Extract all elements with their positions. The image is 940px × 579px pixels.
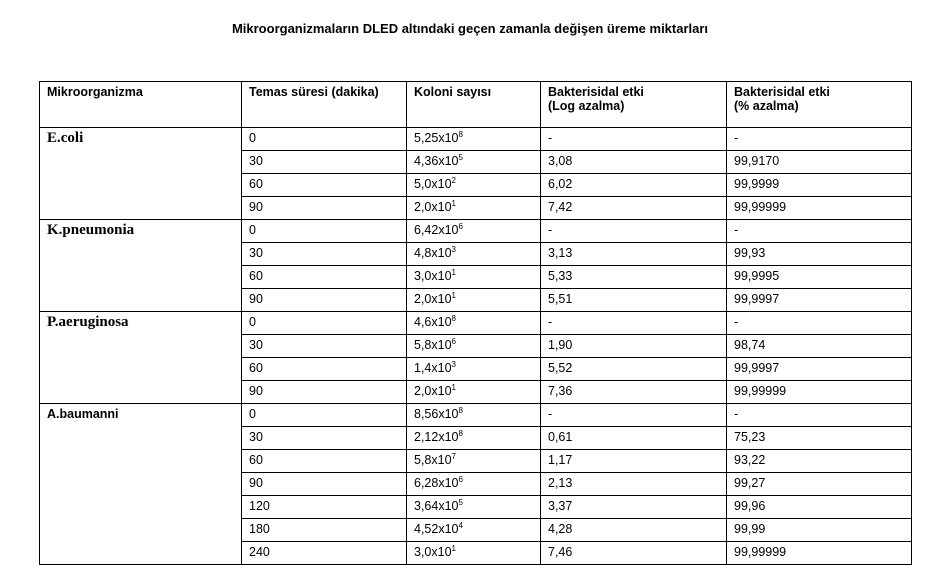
log-reduction-cell: 3,13: [541, 243, 727, 266]
colony-base: 4,36x10: [414, 154, 459, 168]
contact-time-cell: 30: [242, 427, 407, 450]
log-reduction-cell: -: [541, 220, 727, 243]
colony-base: 6,42x10: [414, 223, 459, 237]
colony-count-cell: [407, 312, 541, 335]
colony-count-cell: [407, 404, 541, 427]
contact-time-cell: 240: [242, 542, 407, 565]
header-log-line2: (Log azalma): [548, 99, 625, 113]
colony-exponent: 8: [458, 130, 463, 139]
colony-count-cell: [407, 220, 541, 243]
contact-time-cell: 120: [242, 496, 407, 519]
colony-exponent: 1: [451, 291, 456, 300]
header-organism-label: Mikroorganizma: [47, 85, 143, 99]
header-log-reduction: [541, 82, 727, 128]
colony-exponent: 1: [451, 199, 456, 208]
colony-count-cell: [407, 335, 541, 358]
colony-base: 2,0x10: [414, 292, 452, 306]
colony-base: 5,25x10: [414, 131, 459, 145]
log-reduction-cell: 5,52: [541, 358, 727, 381]
log-reduction-cell: 5,51: [541, 289, 727, 312]
colony-exponent: 5: [458, 153, 463, 162]
contact-time-cell: 0: [242, 404, 407, 427]
organism-name: A.baumanni: [40, 404, 242, 565]
colony-count-cell: [407, 519, 541, 542]
colony-base: 8,56x10: [414, 407, 459, 421]
colony-count-cell: [407, 496, 541, 519]
colony-count-cell: [407, 174, 541, 197]
colony-exponent: 4: [458, 521, 463, 530]
colony-count-cell: [407, 358, 541, 381]
colony-base: 3,0x10: [414, 545, 452, 559]
percent-reduction-cell: 99,99999: [727, 381, 912, 404]
header-pct-line1: Bakterisidal etki: [734, 85, 830, 99]
percent-reduction-cell: 99,9997: [727, 358, 912, 381]
percent-reduction-cell: 99,99999: [727, 542, 912, 565]
colony-count-cell: [407, 289, 541, 312]
percent-reduction-cell: -: [727, 404, 912, 427]
header-colony-label: Koloni sayısı: [414, 85, 492, 99]
colony-count-cell: [407, 151, 541, 174]
colony-base: 3,64x10: [414, 499, 459, 513]
table-header-row: [40, 82, 912, 128]
colony-exponent: 2: [451, 176, 456, 185]
log-reduction-cell: 7,46: [541, 542, 727, 565]
contact-time-cell: 0: [242, 220, 407, 243]
percent-reduction-cell: 99,9999: [727, 174, 912, 197]
colony-base: 4,52x10: [414, 522, 459, 536]
document-title: Mikroorganizmaların DLED altındaki geçen zamanla değişen üreme miktarları: [231, 21, 709, 36]
colony-base: 2,0x10: [414, 384, 452, 398]
colony-exponent: 7: [451, 452, 456, 461]
organism-name: P.aeruginosa: [40, 312, 242, 404]
contact-time-cell: 60: [242, 450, 407, 473]
log-reduction-cell: 3,37: [541, 496, 727, 519]
colony-exponent: 8: [458, 429, 463, 438]
contact-time-cell: 90: [242, 473, 407, 496]
percent-reduction-cell: 99,93: [727, 243, 912, 266]
contact-time-cell: 180: [242, 519, 407, 542]
colony-base: 5,8x10: [414, 338, 452, 352]
percent-reduction-cell: -: [727, 220, 912, 243]
table-body: [40, 128, 912, 565]
contact-time-cell: 0: [242, 312, 407, 335]
contact-time-cell: 30: [242, 335, 407, 358]
table-row: [40, 312, 912, 335]
percent-reduction-cell: 99,9995: [727, 266, 912, 289]
organism-name: K.pneumonia: [40, 220, 242, 312]
log-reduction-cell: 7,42: [541, 197, 727, 220]
growth-table: [39, 81, 912, 565]
colony-exponent: 3: [451, 245, 456, 254]
header-time-label: Temas süresi (dakika): [249, 85, 379, 99]
contact-time-cell: 90: [242, 381, 407, 404]
percent-reduction-cell: -: [727, 128, 912, 151]
header-colony: [407, 82, 541, 128]
colony-exponent: 6: [458, 475, 463, 484]
colony-base: 5,0x10: [414, 177, 452, 191]
log-reduction-cell: 2,13: [541, 473, 727, 496]
colony-count-cell: [407, 427, 541, 450]
colony-base: 1,4x10: [414, 361, 452, 375]
log-reduction-cell: 4,28: [541, 519, 727, 542]
colony-base: 6,28x10: [414, 476, 459, 490]
header-log-line1: Bakterisidal etki: [548, 85, 644, 99]
colony-count-cell: [407, 450, 541, 473]
percent-reduction-cell: 75,23: [727, 427, 912, 450]
contact-time-cell: 60: [242, 266, 407, 289]
log-reduction-cell: -: [541, 404, 727, 427]
colony-base: 4,8x10: [414, 246, 452, 260]
contact-time-cell: 30: [242, 243, 407, 266]
colony-base: 2,0x10: [414, 200, 452, 214]
colony-exponent: 1: [451, 544, 456, 553]
colony-base: 4,6x10: [414, 315, 452, 329]
contact-time-cell: 60: [242, 358, 407, 381]
log-reduction-cell: 0,61: [541, 427, 727, 450]
percent-reduction-cell: 99,9170: [727, 151, 912, 174]
log-reduction-cell: 7,36: [541, 381, 727, 404]
colony-exponent: 1: [451, 268, 456, 277]
colony-exponent: 8: [458, 406, 463, 415]
percent-reduction-cell: 93,22: [727, 450, 912, 473]
contact-time-cell: 90: [242, 197, 407, 220]
contact-time-cell: 90: [242, 289, 407, 312]
colony-count-cell: [407, 381, 541, 404]
contact-time-cell: 0: [242, 128, 407, 151]
colony-base: 5,8x10: [414, 453, 452, 467]
percent-reduction-cell: 98,74: [727, 335, 912, 358]
log-reduction-cell: 3,08: [541, 151, 727, 174]
colony-count-cell: [407, 542, 541, 565]
percent-reduction-cell: 99,96: [727, 496, 912, 519]
percent-reduction-cell: 99,99999: [727, 197, 912, 220]
log-reduction-cell: 5,33: [541, 266, 727, 289]
organism-name: E.coli: [40, 128, 242, 220]
table-row: [40, 404, 912, 427]
colony-exponent: 1: [451, 383, 456, 392]
colony-count-cell: [407, 266, 541, 289]
header-time: [242, 82, 407, 128]
table-row: [40, 128, 912, 151]
table-row: [40, 220, 912, 243]
colony-base: 3,0x10: [414, 269, 452, 283]
log-reduction-cell: 6,02: [541, 174, 727, 197]
contact-time-cell: 30: [242, 151, 407, 174]
log-reduction-cell: -: [541, 128, 727, 151]
log-reduction-cell: -: [541, 312, 727, 335]
colony-exponent: 6: [458, 222, 463, 231]
header-organism: [40, 82, 242, 128]
percent-reduction-cell: 99,9997: [727, 289, 912, 312]
colony-exponent: 5: [458, 498, 463, 507]
header-percent-reduction: [727, 82, 912, 128]
log-reduction-cell: 1,90: [541, 335, 727, 358]
colony-base: 2,12x10: [414, 430, 459, 444]
colony-exponent: 3: [451, 360, 456, 369]
colony-exponent: 6: [451, 337, 456, 346]
percent-reduction-cell: -: [727, 312, 912, 335]
colony-exponent: 8: [451, 314, 456, 323]
colony-count-cell: [407, 243, 541, 266]
log-reduction-cell: 1,17: [541, 450, 727, 473]
contact-time-cell: 60: [242, 174, 407, 197]
header-pct-line2: (% azalma): [734, 99, 799, 113]
percent-reduction-cell: 99,27: [727, 473, 912, 496]
colony-count-cell: [407, 473, 541, 496]
percent-reduction-cell: 99,99: [727, 519, 912, 542]
colony-count-cell: [407, 197, 541, 220]
colony-count-cell: [407, 128, 541, 151]
